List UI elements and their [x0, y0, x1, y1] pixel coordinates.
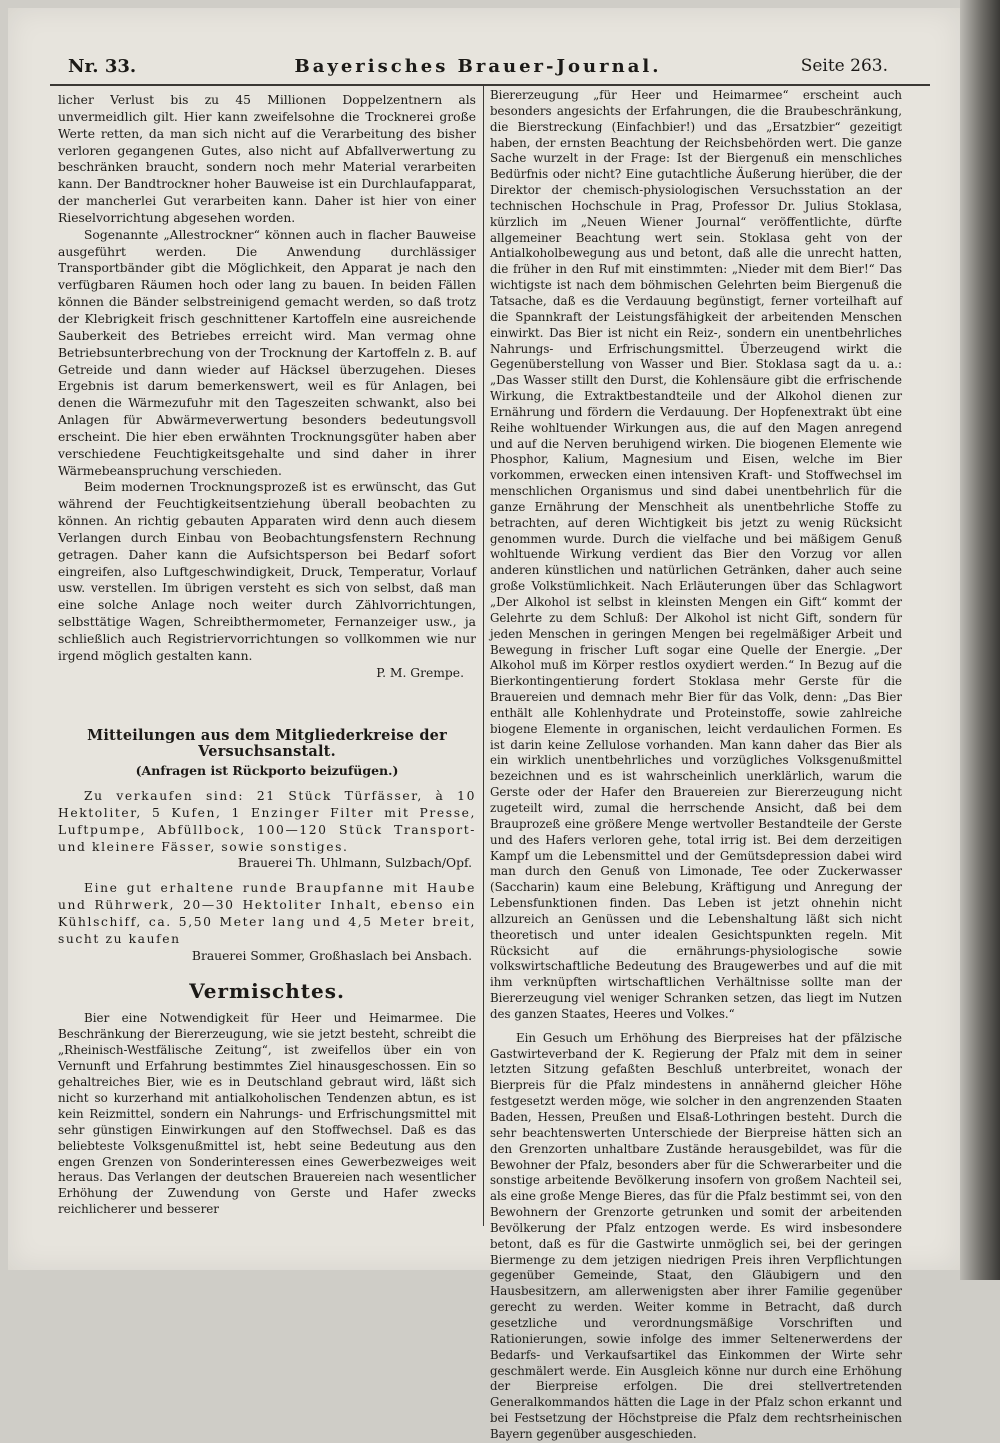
- left-paragraph-3: Beim modernen Trocknungsprozeß ist es erwünscht, das Gut während der Feuchtigkeitsentziehung überall beobachten zu können. An richtig gebauten Apparaten wird denn auch diesem Verlangen durch Einbau von Beobachtungsfenstern Rechnung getragen. Daher kann die Aufsichtsperson bei Bedarf sofort eingreifen, also Luftgeschwindigkeit, Druck, Temperatur, Vorlauf usw. verstellen. Im übrigen versteht es sich von selbst, daß man eine solche Anlage noch weiter durch Zählvorrichtungen, selbsttätige Wagen, Schreibthermometer, Fernanzeiger usw., ja schließlich auch Registriervorrichtungen so vollkommen wie nur irgend möglich gestalten kann.: [58, 480, 476, 663]
- section-subtitle: (Anfragen ist Rückporto beizufügen.): [135, 763, 399, 779]
- left-paragraph-2: Sogenannte „Allestrockner“ können auch in flacher Bauweise ausgeführt werden. Die Anwendung durchlässiger Transportbänder gibt die Möglichkeit, den Apparat je nach den verfügbaren Räumen hoch oder lang zu bauen. In beiden Fällen können die Bänder selbstreinigend gemacht werden, so daß trotz der Klebrigkeit frisch geschnittener Kartoffeln eine ausreichende Sauberkeit des Betriebes erreicht wird. Man vermag ohne Betriebsunterbrechung von der Trocknung der Kartoffeln z. B. auf Getreide und dann wieder auf Häcksel überzugehen. Dieses Ergebnis ist darum bemerkenswert, weil es für Anlagen, bei denen die Wärmezufuhr mit den Tageszeiten schwankt, also bei Anlagen für Abwärmeverwertung besonders bedeutungsvoll erscheint. Die hier eben erwähnten Trocknungsgüter haben aber verschiedene Feuchtigkeitsgehalte und sind daher in ihrer Wärmebeanspruchung verschieden.: [58, 227, 476, 478]
- header-rule: [50, 84, 930, 86]
- left-paragraph-1: licher Verlust bis zu 45 Millionen Doppelzentnern als unvermeidlich gilt. Hier kann zweifelsohne die Trocknerei große Werte retten, da man sich nicht auf die Verarbeitung des bisher verloren gegangenen Gutes, also nicht auf Abfallverwertung zu beschränken braucht, sondern noch mehr Material verarbeiten kann. Der Bandtrockner hoher Bauweise ist ein Durchlaufapparat, der mancherlei Gut verarbeiten kann. Daher ist hier von einer Rieselvorrichtung abgesehen worden.: [58, 93, 476, 225]
- newspaper-page: [8, 8, 960, 1441]
- offer-2: Eine gut erhaltene runde Braupfanne mit Haube und Rührwerk, 20—30 Hektoliter Inhalt, ebenso ein Kühlschiff, ca. 5,50 Meter lang und 4,5 Meter breit, sucht zu kaufen: [58, 881, 476, 946]
- article-signature: P. M. Grempe.: [376, 665, 464, 680]
- right-paragraph-2: Ein Gesuch um Erhöhung des Bierpreises hat der pfälzische Gastwirteverband der K. Regierung der Pfalz mit dem in seiner letzten Sitzung gefaßten Beschluß unterbreitet, wonach der Bierpreis für die Pfalz mindestens in annähernd gleicher Höhe festgesetzt werden möge, wie solcher in den angrenzenden Staaten Baden, Hessen, Preußen und Elsaß-Lothringen besteht. Durch die sehr beachtenswerten Unterschiede der Bierpreise hätten sich an den Grenzorten unhaltbare Zustände herausgebildet, was für die Bewohner der Pfalz, besonders aber für die Schwerarbeiter und die sonstige arbeitende Bevölkerung insofern von großem Nachteil sei, als eine große Menge Bieres, das für die Pfalz bestimmt sei, von den Bewohnern der Grenzorte getrunken und somit der arbeitenden Bevölkerung der Pfalz entzogen werde. Es wird insbesondere betont, daß es für die Gastwirte unmöglich sei, bei der geringen Biermenge zu dem jetzigen niedrigen Preis ihren Verpflichtungen gegenüber Gemeinde, Staat, den Gläubigern und den Hausbesitzern, am allerwenigsten aber ihrer Familie gegenüber gerecht zu werden. Weiter komme in Betracht, daß durch gesetzliche und verordnungsmäßige Vorschriften und Rationierungen, sowie infolge des immer Seltenerwerdens der Bedarfs- und Verkaufsartikel das Einkommen der Wirte sehr geschmälert werde. Ein Ausgleich könne nur durch eine Erhöhung der Bierpreise erfolgen. Die drei stellvertretenden Generalkommandos hätten die Lage in der Pfalz schon erkannt und bei Festsetzung der Höchstpreise die Pfalz dem rechtsrheinischen Bayern gegenüber ausgeschieden.: [490, 1030, 902, 1441]
- right-paragraph-1: Biererzeugung „für Heer und Heimarmee“ erscheint auch besonders angesichts der Erfahrungen, die die Braubeschränkung, die Bierstreckung (Einfachbier!) und das „Ersatzbier“ gezeitigt haben, der ernsten Beachtung der Reichsbehörden wert. Die ganze Sache wurzelt in der Frage: Ist der Biergenuß ein menschliches Bedürfnis oder nicht? Eine gutachtliche Äußerung hierüber, die der Direktor der chemisch-physiologischen Versuchsstation an der technischen Hochschule in Prag, Professor Dr. Julius Stoklasa, kürzlich im „Neuen Wiener Journal“ veröffentlichte, dürfte allgemeiner Beachtung wert sein. Stoklasa geht von der Antialkoholbewegung aus und betont, daß alle die unrecht hatten, die früher in den Ruf mit einstimmten: „Nieder mit dem Bier!“ Das wichtigste ist nach dem böhmischen Gelehrten beim Biergenuß die Tatsache, daß es die Verdauung begünstigt, ferner vorteilhaft auf die Spannkraft der Leistungsfähigkeit der arbeitenden Menschen einwirkt. Das Bier ist nicht ein Reiz-, sondern ein unentbehrliches Nahrungs- und Erfrischungsmittel. Überzeugend wirkt die Gegenüberstellung von Wasser und Bier. Stoklasa sagt da u. a.: „Das Wasser stillt den Durst, die Kohlensäure gibt die erfrischende Wirkung, die Extraktbestandteile und der Alkohol dienen zur Ernährung und fördern die Verdauung. Der Hopfenextrakt übt eine Reihe wohltuender Wirkungen aus, die auf den Magen anregend und auf die Nerven beruhigend wirken. Die biogenen Elemente wie Phosphor, Kalium, Magnesium und Eisen, welche im Bier vorkommen, erwecken einen intensiven Kraft- und Stoffwechsel im menschlichen Organismus und sind dabei unentbehrlich für die ganze Ernährung der Menschheit als unentbehrliche Stoffe zu betrachten, auf deren Wichtigkeit bis jetzt zu wenig Rücksicht genommen wurde. Durch die vielfache und bei mäßigem Genuß wohltuende Wirkung verdient das Bier den Vorzug vor allen anderen künstlichen und natürlichen Getränken, daher auch seine große Volkstümlichkeit. Nach Erläuterungen über das Schlagwort „Der Alkohol ist selbst in kleinsten Mengen ein Gift“ kommt der Gelehrte zu dem Schluß: Der Alkohol ist nicht Gift, sondern für jeden Menschen in geringen Mengen bei regelmäßiger Arbeit und Bewegung in frischer Luft sogar eine Quelle der Energie. „Der Alkohol muß im Körper restlos oxydiert werden.“ In Bezug auf die Bierkontingentierung fordert Stoklasa mehr Gerste für die Brauereien und demnach mehr Bier für das Volk, denn: „Das Bier enthält alle Kohlenhydrate und Proteinstoffe, sowie zahlreiche biogene Elemente in organischen, leicht verdaulichen Formen. Es ist darin keine Zellulose vorhanden. Man kann daher das Bier als ein wirklich unentbehrliches und vorzügliches Volksgenußmittel bezeichnen und es ist wahrscheinlich unerklärlich, warum die Gerste oder der Hafer den Brauereien zur Biererzeugung nicht zugeteilt wird, zumal die herrschende Ansicht, daß bei dem Brauprozeß eine größere Menge wertvoller Bestandteile der Gerste und des Hafers verloren gehe, total irrig ist. Bei dem derzeitigen Kampf um die Lebensmittel und der Gemütsdepression dabei wird man durch den Genuß von Limonade, Tee oder Zuckerwasser (Saccharin) kaum eine Belebung, Kräftigung und Anregung der Lebensfunktionen finden. Das Leben ist jetzt ohnehin nicht allzureich an Genüssen und die Lebenshaltung läßt sich nicht theoretisch und unter idealen Gesichtspunkten regeln. Mit Rücksicht auf die ernährungs-physiologische sowie volkswirtschaftliche Bedeutung des Braugewerbes und auf die mit ihm verknüpften wirtschaftlichen Verhältnisse sollte man der Biererzeugung viel weniger Schranken setzen, das liegt im Nutzen des ganzen Staates, Heeres und Volkes.“: [490, 88, 902, 1021]
- column-divider: [483, 86, 484, 1226]
- journal-title: Bayerisches Brauer-Journal.: [294, 56, 662, 77]
- page-number: Seite 263.: [800, 56, 888, 76]
- page-edge: [960, 0, 1000, 1280]
- offer-1-signature: Brauerei Th. Uhlmann, Sulzbach/Opf.: [237, 856, 472, 871]
- issue-number: Nr. 33.: [68, 56, 137, 77]
- vermischtes-heading: Vermischtes.: [189, 978, 345, 1003]
- vermischtes-paragraph: Bier eine Notwendigkeit für Heer und Heimarmee. Die Beschränkung der Biererzeugung, wie sie jetzt besteht, schreibt die „Rheinisch-Westfälische Zeitung“, ist zweifellos über ein von Vernunft und Erfahrung bestimmtes Ziel hinausgeschossen. Ein so gehaltreiches Bier, wie es in Deutschland gebraut wird, läßt sich nicht so kurzerhand mit antialkoholischen Tendenzen abtun, es ist kein Reizmittel, sondern ein Nahrungs- und Erfrischungsmittel mit sehr günstigen Einwirkungen auf den Stoffwechsel. Daß es das beliebteste Volksgenußmittel ist, hebt seine Bedeutung aus den engen Grenzen von Sonderinteressen eines Gewerbezweiges weit heraus. Das Verlangen der deutschen Brauereien nach wesentlicher Erhöhung der Zuwendung von Gerste und Hafer zwecks reichlicherer und besserer: [58, 1011, 476, 1217]
- offer-1: Zu verkaufen sind: 21 Stück Türfässer, à 10 Hektoliter, 5 Kufen, 1 Enzinger Filter mit Presse, Luftpumpe, Abfüllbock, 100—120 Stück Transport- und kleinere Fässer, sowie sonstiges.: [58, 789, 476, 854]
- page-header: [68, 56, 888, 84]
- right-column: [490, 88, 902, 1443]
- section-title: Mitteilungen aus dem Mitgliederkreise der Versuchsanstalt.: [87, 726, 447, 761]
- offer-2-signature: Brauerei Sommer, Großhaslach bei Ansbach.: [191, 948, 472, 963]
- left-column: [58, 92, 476, 1218]
